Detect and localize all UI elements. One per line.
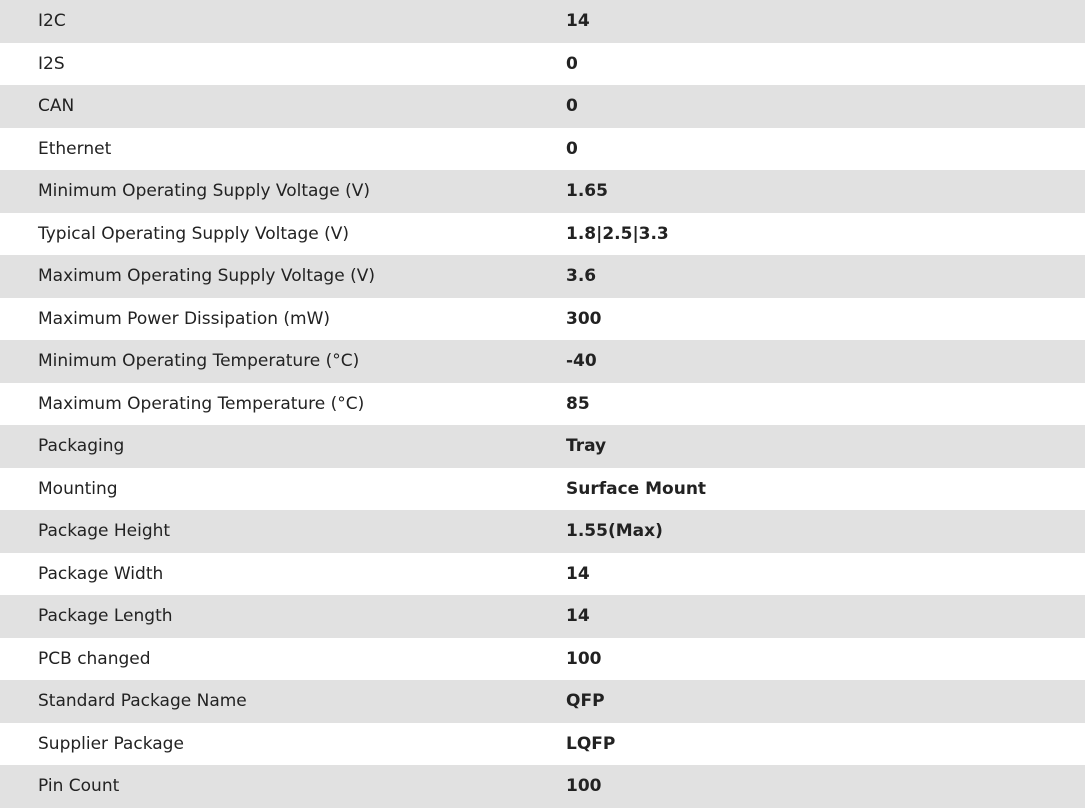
spec-value: 3.6 [566,266,597,287]
spec-value: LQFP [566,733,616,754]
spec-value: 1.8|2.5|3.3 [566,223,669,244]
spec-label: Pin Count [38,776,120,797]
spec-label: Minimum Operating Temperature (°C) [38,351,360,372]
spec-value: 1.65 [566,181,608,202]
spec-row [0,298,1085,341]
spec-value: 14 [566,606,590,627]
spec-value: 100 [566,648,602,669]
spec-value: 100 [566,776,602,797]
spec-label: Mounting [38,478,118,499]
spec-label: Ethernet [38,138,112,159]
spec-value: 300 [566,308,602,329]
spec-row [0,170,1085,213]
spec-row [0,85,1085,128]
spec-row [0,213,1085,256]
spec-value: 0 [566,138,578,159]
spec-label: I2S [38,53,65,74]
spec-label: Minimum Operating Supply Voltage (V) [38,181,370,202]
spec-row [0,255,1085,298]
spec-value: Surface Mount [566,478,707,499]
spec-row [0,723,1085,766]
spec-row [0,0,1085,43]
spec-row [0,425,1085,468]
spec-row [0,340,1085,383]
spec-row [0,510,1085,553]
spec-value: Tray [566,436,607,457]
spec-row [0,595,1085,638]
spec-label: Package Height [38,521,171,542]
spec-label: Standard Package Name [38,691,247,712]
spec-label: Maximum Operating Temperature (°C) [38,393,365,414]
spec-value: 14 [566,11,590,32]
spec-row [0,128,1085,171]
spec-value: 0 [566,96,578,117]
spec-label: Maximum Power Dissipation (mW) [38,308,331,329]
spec-value: 0 [566,53,578,74]
spec-label: Supplier Package [38,733,184,754]
spec-value: 85 [566,393,590,414]
spec-label: Package Length [38,606,173,627]
spec-row [0,638,1085,681]
spec-label: Maximum Operating Supply Voltage (V) [38,266,375,287]
spec-value: 14 [566,563,590,584]
spec-row [0,43,1085,86]
spec-row [0,553,1085,596]
spec-row [0,680,1085,723]
spec-label: Package Width [38,563,164,584]
spec-value: 1.55(Max) [566,521,663,542]
spec-row [0,765,1085,808]
spec-row [0,468,1085,511]
spec-label: PCB changed [38,648,151,669]
spec-label: Packaging [38,436,125,457]
spec-row [0,383,1085,426]
spec-value: -40 [566,351,597,372]
spec-value: QFP [566,691,605,712]
spec-label: CAN [38,96,75,117]
spec-label: I2C [38,11,66,32]
spec-label: Typical Operating Supply Voltage (V) [38,223,349,244]
